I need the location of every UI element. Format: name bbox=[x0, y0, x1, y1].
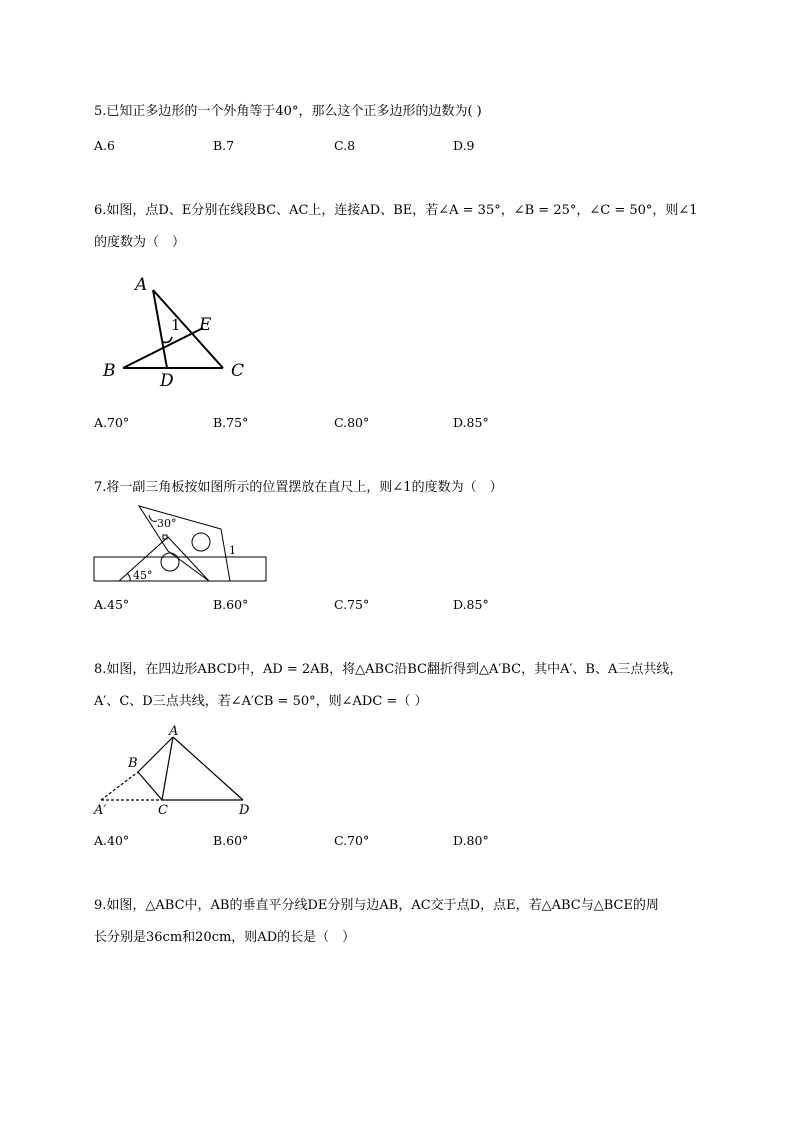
label-c: C bbox=[158, 803, 168, 818]
option-a[interactable]: A.40° bbox=[94, 833, 130, 848]
label-c: C bbox=[231, 361, 245, 381]
question-5-stem: 5.已知正多边形的一个外角等于40°，那么这个正多边形的边数为( ) bbox=[94, 104, 482, 119]
label-a: A bbox=[135, 275, 148, 295]
angle-1-label: 1 bbox=[171, 316, 181, 334]
angle-1-label: 1 bbox=[229, 544, 236, 557]
question-7-figure bbox=[93, 503, 268, 585]
label-d: D bbox=[160, 371, 174, 391]
option-d[interactable]: D.9 bbox=[453, 138, 475, 153]
option-c[interactable]: C.70° bbox=[334, 833, 370, 848]
label-a: A bbox=[169, 724, 179, 739]
option-a[interactable]: A.45° bbox=[94, 597, 130, 612]
question-9-stem-line1: 9.如图，△ABC中，AB的垂直平分线DE分别与边AB，AC交于点D，点E，若△ABC与△BCE的周 bbox=[94, 898, 659, 913]
option-b[interactable]: B.75° bbox=[213, 415, 249, 430]
question-8-stem-line1: 8.如图，在四边形ABCD中，AD = 2AB，将△ABC沿BC翻折得到△A′BC，其中A′、B、A三点共线， bbox=[94, 662, 683, 677]
label-b: B bbox=[128, 756, 138, 771]
question-7-stem: 7.将一副三角板按如图所示的位置摆放在直尺上，则∠1的度数为（ ） bbox=[94, 480, 503, 495]
label-b: B bbox=[103, 361, 116, 381]
question-8-stem-line2: A′、C、D三点共线，若∠A′CB = 50°，则∠ADC =（ ） bbox=[94, 694, 428, 709]
question-6-stem-line2: 的度数为（ ） bbox=[94, 235, 186, 250]
question-9-stem-line2: 长分别是36cm和20cm，则AD的长是（ ） bbox=[94, 930, 356, 945]
option-a[interactable]: A.70° bbox=[94, 415, 130, 430]
option-c[interactable]: C.8 bbox=[334, 138, 356, 153]
option-b[interactable]: B.7 bbox=[213, 138, 235, 153]
question-6-figure bbox=[95, 270, 265, 395]
angle-30-label: 30° bbox=[157, 517, 177, 530]
option-b[interactable]: B.60° bbox=[213, 597, 249, 612]
option-d[interactable]: D.85° bbox=[453, 597, 489, 612]
option-b[interactable]: B.60° bbox=[213, 833, 249, 848]
label-a-prime: A′ bbox=[94, 803, 107, 818]
question-6-stem-line1: 6.如图，点D、E分别在线段BC、AC上，连接AD、BE，若∠A = 35°，∠B = 25°，∠C = 50°，则∠1 bbox=[94, 203, 698, 218]
label-d: D bbox=[239, 803, 250, 818]
question-8-figure bbox=[92, 722, 262, 822]
option-c[interactable]: C.80° bbox=[334, 415, 370, 430]
option-c[interactable]: C.75° bbox=[334, 597, 370, 612]
option-d[interactable]: D.80° bbox=[453, 833, 489, 848]
option-a[interactable]: A.6 bbox=[94, 138, 115, 153]
option-d[interactable]: D.85° bbox=[453, 415, 489, 430]
label-e: E bbox=[199, 315, 212, 335]
angle-45-label: 45° bbox=[133, 569, 153, 582]
